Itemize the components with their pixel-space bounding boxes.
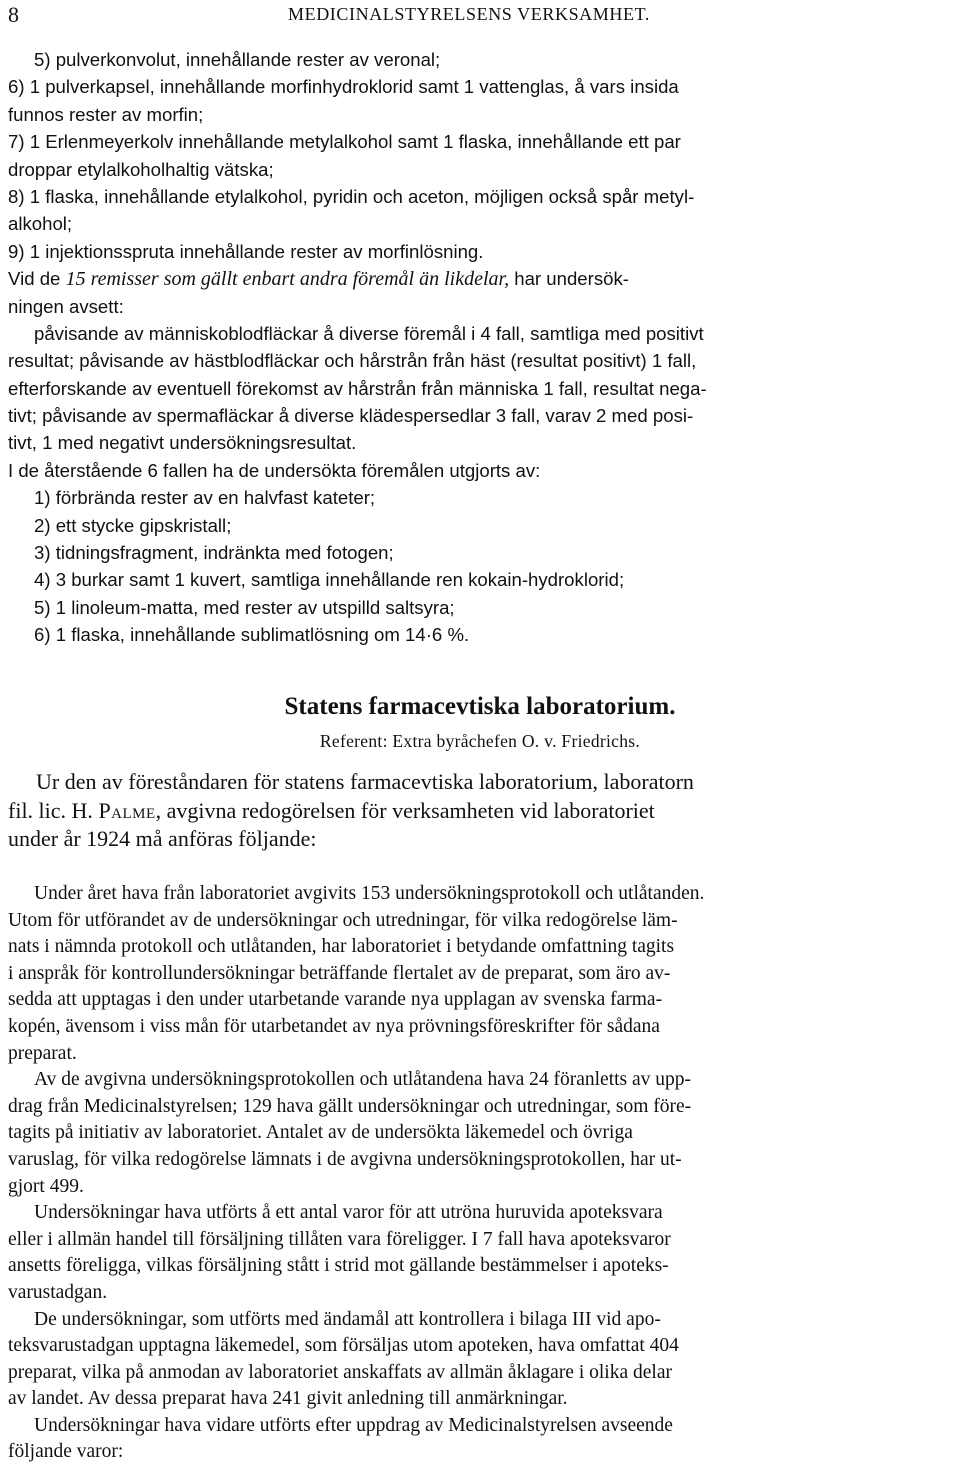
author-name: Palme: [98, 797, 156, 823]
intro-suffix: , avgivna redogörelsen för verksamheten vid laboratoriet: [155, 797, 655, 823]
text-line: 1) förbrända rester av en halvfast kateter;: [34, 487, 376, 509]
text-line: tivt; påvisande av spermafläckar å diverse klädespersedlar 3 fall, varav 2 med posi-: [8, 405, 694, 427]
text-line: 6) 1 flaska, innehållande sublimatlösning om 14·6 %.: [34, 624, 470, 646]
text-line: teksvarustadgan upptagna läkemedel, som försäljas utom apoteken, hava omfattat 404: [8, 1335, 679, 1357]
text-line: under år 1924 må anföras följande:: [8, 826, 317, 851]
text-line: 9) 1 injektionsspruta innehållande rester av morfinlösning.: [8, 240, 484, 262]
text-line: preparat, vilka på anmodan av laboratoriet anskaffats av allmän åklagare i olika delar: [8, 1361, 672, 1383]
text-line: Ur den av föreståndaren för statens farmacevtiska laboratorium, laboratorn: [36, 769, 694, 794]
text-line: 3) tidningsfragment, indränkta med fotogen;: [34, 542, 394, 564]
text-line: 2) ett stycke gipskristall;: [34, 514, 232, 536]
text-line: sedda att upptagas i den under utarbetande varande nya upplagan av svenska farma-: [8, 989, 663, 1011]
text-line: 6) 1 pulverkapsel, innehållande morfinhydroklorid samt 1 vattenglas, å vars insida: [8, 76, 679, 98]
page-number: 8: [8, 2, 19, 27]
text-line: [8, 797, 952, 826]
text-line: gjort 499.: [8, 1175, 84, 1197]
text-line: tagits på initiativ av laboratoriet. Antalet av de undersökta läkemedel och övriga: [8, 1122, 633, 1144]
text-line: I de återstående 6 fallen ha de undersökta föremålen utgjorts av:: [8, 459, 541, 481]
text-line: ansetts föreligga, vilkas försäljning stått i strid mot gällande bestämmelser i apoteks-: [8, 1255, 669, 1277]
text-line: varustadgan.: [8, 1281, 108, 1303]
intro-prefix: fil. lic. H.: [8, 797, 99, 823]
text-line: preparat.: [8, 1042, 77, 1064]
text-line: De undersökningar, som utförts med ändamål att kontrollera i bilaga III vid apo-: [34, 1308, 661, 1330]
text-line: ningen avsett:: [8, 295, 124, 317]
text-line: funnos rester av morfin;: [8, 103, 204, 125]
text-line: 5) 1 linoleum-matta, med rester av utspilld saltsyra;: [34, 596, 455, 618]
text-line: påvisande av människoblodfläckar å diverse föremål i 4 fall, samtliga med positivt: [34, 322, 704, 344]
remisser-italic-phrase: 15 remisser som gällt enbart andra föremål än likdelar,: [65, 268, 510, 291]
running-header-title: MEDICINALSTYRELSENS VERKSAMHET.: [288, 4, 650, 24]
section-referent: Referent: Extra byråchefen O. v. Friedrichs.: [319, 731, 641, 751]
evidence-list-section: [8, 46, 952, 649]
remisser-suffix: har undersök-: [509, 268, 629, 290]
remisser-line: [8, 265, 952, 292]
text-line: 8) 1 flaska, innehållande etylalkohol, pyridin och aceton, möjligen också spår metyl-: [8, 185, 695, 207]
text-line: 7) 1 Erlenmeyerkolv innehållande metylalkohol samt 1 flaska, innehållande ett par: [8, 131, 681, 153]
text-line: kopén, ävensom i viss mån för utarbetandet av nya prövningsföreskrifter för sådana: [8, 1015, 660, 1037]
text-line: följande varor:: [8, 1441, 124, 1463]
text-line: Utom för utförandet av de undersökningar och utredningar, för vilka redogörelse läm-: [8, 909, 678, 931]
running-header: [8, 2, 952, 28]
text-line: droppar etylalkoholhaltig vätska;: [8, 158, 274, 180]
text-line: efterforskande av eventuell förekomst av hårstrån från människa 1 fall, resultat nega-: [8, 377, 707, 399]
section-title: Statens farmacevtiska laboratorium.: [284, 693, 676, 720]
text-line: av landet. Av dessa preparat hava 241 givit anledning till anmärkningar.: [8, 1388, 568, 1410]
text-line: drag från Medicinalstyrelsen; 129 hava gällt undersökningar och utredningar, som före-: [8, 1095, 692, 1117]
text-line: resultat; påvisande av hästblodfläckar och hårstrån från häst (resultat positivt) 1 fall,: [8, 350, 697, 372]
text-line: 5) pulverkonvolut, innehållande rester av veronal;: [34, 49, 441, 70]
text-line: eller i allmän handel till försäljning tillåten vara föreligger. I 7 fall hava apoteksvaror: [8, 1228, 671, 1250]
text-line: tivt, 1 med negativt undersökningsresultat.: [8, 432, 357, 454]
text-line: Under året hava från laboratoriet avgivits 153 undersökningsprotokoll och utlåtanden.: [34, 883, 705, 904]
text-line: Undersökningar hava vidare utförts efter uppdrag av Medicinalstyrelsen avseende: [34, 1414, 673, 1436]
intro-paragraph: [8, 768, 952, 854]
text-line: nats i nämnda protokoll och utlåtanden, har laboratoriet i betydande omfattning tagits: [8, 936, 675, 958]
remisser-prefix: Vid de: [8, 268, 66, 290]
text-line: i anspråk för kontrollundersökningar beträffande flertalet av de preparat, som äro av-: [8, 962, 671, 984]
text-line: Undersökningar hava utförts å ett antal varor för att utröna huruvida apoteksvara: [34, 1202, 663, 1224]
text-line: alkohol;: [8, 213, 73, 235]
text-line: 4) 3 burkar samt 1 kuvert, samtliga innehållande ren kokain-hydroklorid;: [34, 569, 625, 591]
text-line: Av de avgivna undersökningsprotokollen och utlåtandena hava 24 föranletts av upp-: [34, 1069, 692, 1091]
report-body: [8, 881, 952, 1466]
text-line: varuslag, för vilka redogörelse lämnats i de avgivna undersökningsprotokollen, har ut-: [8, 1148, 682, 1170]
